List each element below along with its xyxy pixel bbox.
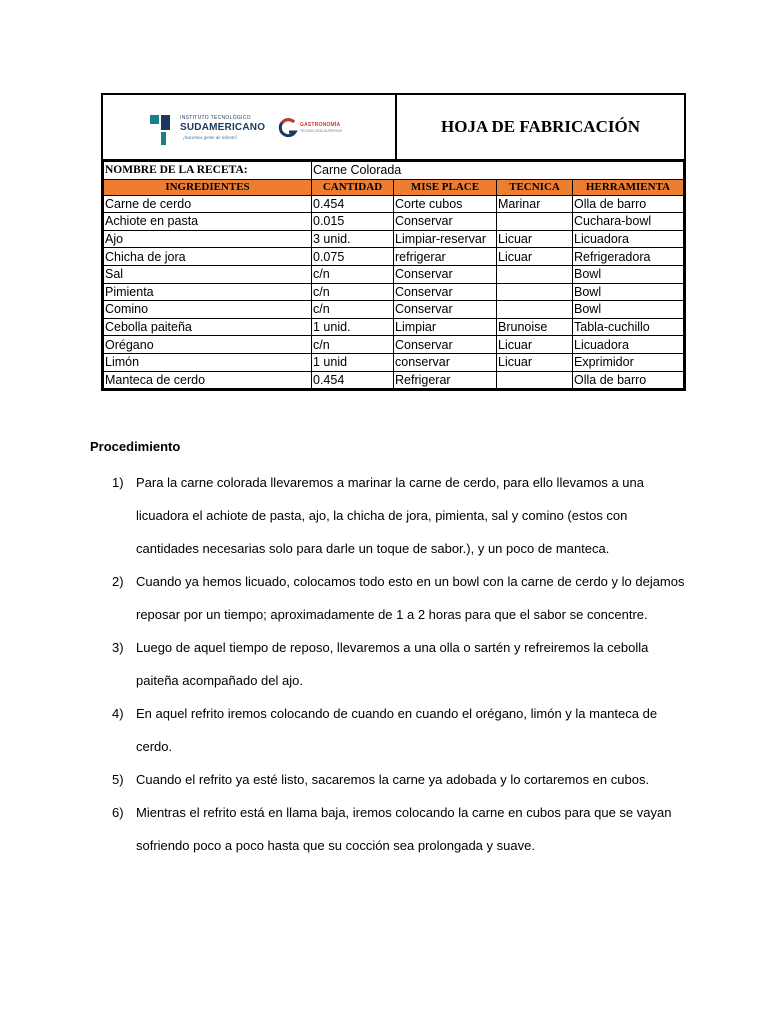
table-cell: Limpiar xyxy=(394,318,497,336)
gastronomia-logo xyxy=(278,117,358,145)
column-header: HERRAMIENTA xyxy=(573,179,684,195)
table-cell: Orégano xyxy=(104,336,312,354)
step-number: 6) xyxy=(112,805,124,820)
column-header: CANTIDAD xyxy=(312,179,394,195)
table-cell: Bowl xyxy=(573,301,684,319)
table-cell: Refrigeradora xyxy=(573,248,684,266)
table-header-row xyxy=(104,179,684,195)
table-cell: Sal xyxy=(104,265,312,283)
table-row xyxy=(104,265,684,283)
table-cell: Carne de cerdo xyxy=(104,195,312,213)
procedure-step xyxy=(112,763,692,796)
recipe-sheet xyxy=(101,93,686,391)
table-row xyxy=(104,353,684,371)
table-cell: Olla de barro xyxy=(573,371,684,389)
table-cell: Bowl xyxy=(573,283,684,301)
table-cell: 1 unid. xyxy=(312,318,394,336)
table-cell xyxy=(497,265,573,283)
table-cell: 3 unid. xyxy=(312,230,394,248)
table-row xyxy=(104,248,684,266)
institute-tagline: ¡hacemos gente de talento! xyxy=(183,136,238,141)
procedure-step xyxy=(112,466,692,565)
step-number: 3) xyxy=(112,640,124,655)
table-cell: 0.015 xyxy=(312,213,394,231)
table-cell: 0.454 xyxy=(312,371,394,389)
step-number: 1) xyxy=(112,475,124,490)
table-cell: Licuar xyxy=(497,248,573,266)
table-row xyxy=(104,195,684,213)
table-cell: Brunoise xyxy=(497,318,573,336)
procedure-title: Procedimiento xyxy=(90,439,181,454)
table-cell: Licuar xyxy=(497,336,573,354)
table-cell: Conservar xyxy=(394,283,497,301)
step-text: En aquel refrito iremos colocando de cuando en cuando el orégano, limón y la manteca de cerdo. xyxy=(136,706,658,754)
column-header: INGREDIENTES xyxy=(104,179,312,195)
recipe-name-label: NOMBRE DE LA RECETA: xyxy=(104,162,312,180)
table-cell xyxy=(497,283,573,301)
recipe-name-row xyxy=(104,162,684,180)
table-cell: Corte cubos xyxy=(394,195,497,213)
gastronomia-sub: TECNOLOGÍA SUPERIOR xyxy=(300,129,343,133)
table-cell: Pimienta xyxy=(104,283,312,301)
table-cell: Achiote en pasta xyxy=(104,213,312,231)
table-cell: Manteca de cerdo xyxy=(104,371,312,389)
table-row xyxy=(104,301,684,319)
table-cell: Licuar xyxy=(497,353,573,371)
institute-small-label: INSTITUTO TECNOLÓGICO xyxy=(180,115,251,121)
table-cell: Limón xyxy=(104,353,312,371)
table-cell: Bowl xyxy=(573,265,684,283)
step-text: Mientras el refrito está en llama baja, iremos colocando la carne en cubos para que se vayan sofriendo poco a poco hasta que su cocción sea prolongada y suave. xyxy=(136,805,672,853)
sheet-header xyxy=(103,95,684,161)
recipe-name-value: Carne Colorada xyxy=(312,162,684,180)
institute-logo xyxy=(150,113,266,147)
column-header: TECNICA xyxy=(497,179,573,195)
step-text: Luego de aquel tiempo de reposo, llevaremos a una olla o sartén y refreiremos la cebolla paiteña acompañado del ajo. xyxy=(136,640,649,688)
table-cell: conservar xyxy=(394,353,497,371)
table-cell: Tabla-cuchillo xyxy=(573,318,684,336)
table-cell: c/n xyxy=(312,301,394,319)
table-cell: 0.454 xyxy=(312,195,394,213)
table-row xyxy=(104,371,684,389)
table-cell: Conservar xyxy=(394,265,497,283)
table-cell: Conservar xyxy=(394,301,497,319)
table-cell xyxy=(497,301,573,319)
table-cell xyxy=(497,371,573,389)
table-cell: c/n xyxy=(312,265,394,283)
step-number: 2) xyxy=(112,574,124,589)
gastronomia-g-icon xyxy=(278,117,298,141)
institute-name: SUDAMERICANO xyxy=(180,122,266,133)
table-cell: c/n xyxy=(312,283,394,301)
table-cell: refrigerar xyxy=(394,248,497,266)
table-cell: Chicha de jora xyxy=(104,248,312,266)
table-cell: Olla de barro xyxy=(573,195,684,213)
table-body xyxy=(104,195,684,389)
table-cell: Licuadora xyxy=(573,336,684,354)
table-cell: 1 unid xyxy=(312,353,394,371)
column-header: MISE PLACE xyxy=(394,179,497,195)
step-text: Para la carne colorada llevaremos a marinar la carne de cerdo, para ello llevamos a una licuadora el achiote de pasta, ajo, la chicha de jora, pimienta, sal y comino (estos con cantidades necesarias solo para darle un toque de sabor.), y un poco de manteca. xyxy=(136,475,644,556)
table-cell: Exprimidor xyxy=(573,353,684,371)
step-text: Cuando ya hemos licuado, colocamos todo esto en un bowl con la carne de cerdo y lo dejamos reposar por un tiempo; aproximadamente de 1 a 2 horas para que el sabor se concentre. xyxy=(136,574,685,622)
table-row xyxy=(104,283,684,301)
procedure-step xyxy=(112,697,692,763)
table-cell: Licuar xyxy=(497,230,573,248)
institute-mark-icon xyxy=(150,115,174,145)
table-cell: Licuadora xyxy=(573,230,684,248)
table-row xyxy=(104,336,684,354)
step-number: 4) xyxy=(112,706,124,721)
table-cell: Conservar xyxy=(394,213,497,231)
gastronomia-name: GASTRONOMÍA xyxy=(300,122,341,128)
table-cell: Cebolla paiteña xyxy=(104,318,312,336)
table-cell: Cuchara-bowl xyxy=(573,213,684,231)
table-cell: 0.075 xyxy=(312,248,394,266)
table-row xyxy=(104,213,684,231)
table-cell: Conservar xyxy=(394,336,497,354)
table-row xyxy=(104,318,684,336)
sheet-title: HOJA DE FABRICACIÓN xyxy=(441,117,640,136)
table-cell: Ajo xyxy=(104,230,312,248)
step-number: 5) xyxy=(112,772,124,787)
procedure-step xyxy=(112,565,692,631)
table-cell: Marinar xyxy=(497,195,573,213)
table-cell xyxy=(497,213,573,231)
table-cell: Limpiar-reservar xyxy=(394,230,497,248)
table-cell: Refrigerar xyxy=(394,371,497,389)
table-cell: c/n xyxy=(312,336,394,354)
table-row xyxy=(104,230,684,248)
procedure-step xyxy=(112,631,692,697)
ingredients-table xyxy=(103,161,684,389)
logo-cell xyxy=(103,95,397,159)
procedure-steps xyxy=(112,466,692,862)
procedure-step xyxy=(112,796,692,862)
step-text: Cuando el refrito ya esté listo, sacaremos la carne ya adobada y lo cortaremos en cubos. xyxy=(136,772,650,787)
table-cell: Comino xyxy=(104,301,312,319)
